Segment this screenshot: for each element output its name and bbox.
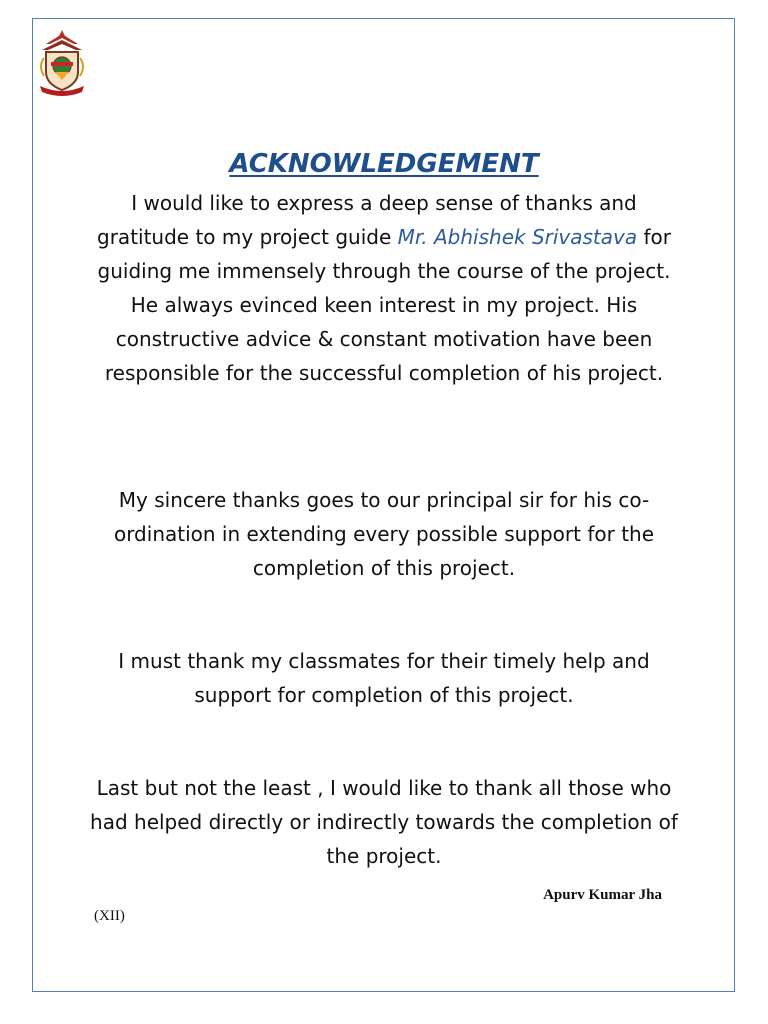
paragraph-guide-thanks [84, 186, 684, 390]
guide-name: Mr. Abhishek Srivastava [397, 225, 638, 249]
paragraph-text: I would like to express a deep sense of thanks and gratitude to my project guide [97, 191, 637, 249]
paragraph-closing-thanks: Last but not the least , I would like to thank all those who had helped directly or indirectly towards the completion of the project. [90, 776, 678, 868]
paragraph-classmates-thanks: I must thank my classmates for their timely help and support for completion of this project. [118, 649, 650, 707]
page-title: ACKNOWLEDGEMENT [229, 149, 539, 180]
school-crest-icon [36, 28, 88, 98]
signature-name: Apurv Kumar Jha [543, 887, 662, 903]
class-label: (XII) [94, 908, 125, 924]
paragraph-principal-thanks: My sincere thanks goes to our principal sir for his co-ordination in extending every possible support for the completion of this project. [113, 488, 655, 580]
paragraph-text: for guiding me immensely through the course of the project. He always evinced keen interest in my project. His constructive advice & constant motivation have been responsible for the successful completion of his project. [97, 225, 671, 385]
